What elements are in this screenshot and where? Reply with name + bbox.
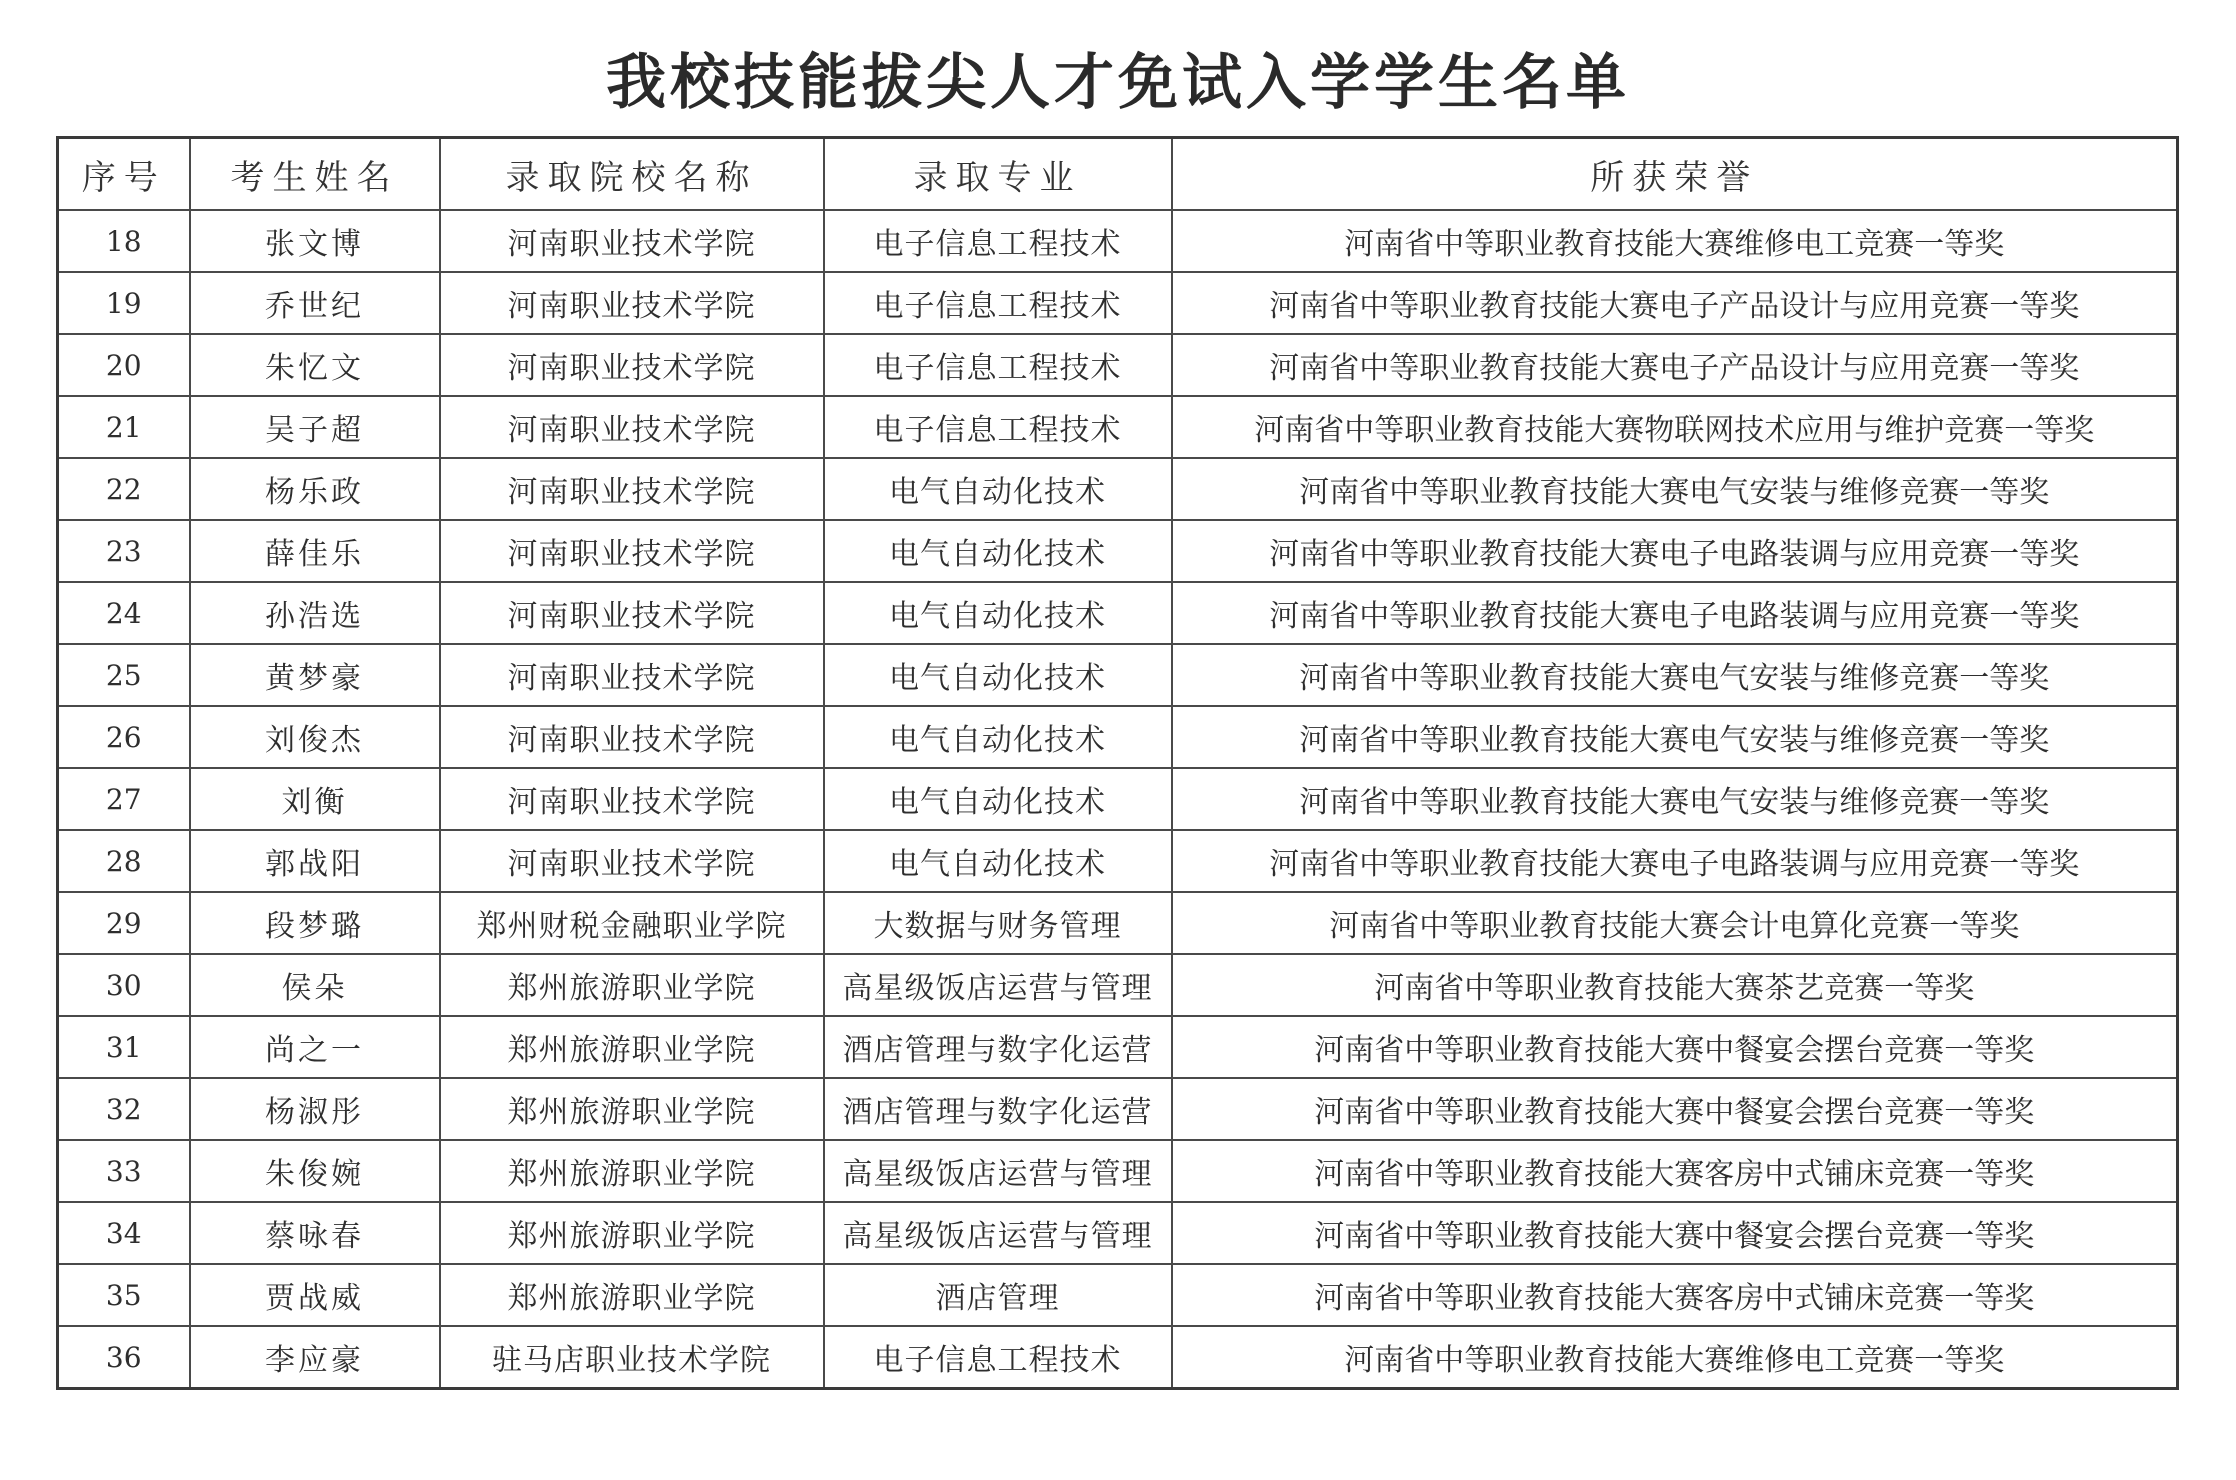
table-body: [58, 210, 2178, 1389]
honor-cell: 河南省中等职业教育技能大赛电气安装与维修竞赛一等奖: [1172, 706, 2178, 768]
seq-cell: 18: [58, 210, 190, 272]
seq-cell: 34: [58, 1202, 190, 1264]
honor-cell: 河南省中等职业教育技能大赛电气安装与维修竞赛一等奖: [1172, 644, 2178, 706]
major-cell: 电气自动化技术: [824, 520, 1172, 582]
seq-cell: 33: [58, 1140, 190, 1202]
student-name-cell: 吴子超: [190, 396, 440, 458]
school-cell: 郑州旅游职业学院: [440, 1202, 824, 1264]
table-row: [58, 582, 2178, 644]
school-cell: 河南职业技术学院: [440, 396, 824, 458]
major-cell: 高星级饭店运营与管理: [824, 1202, 1172, 1264]
student-name-cell: 黄梦豪: [190, 644, 440, 706]
school-cell: 驻马店职业技术学院: [440, 1326, 824, 1389]
seq-cell: 25: [58, 644, 190, 706]
school-cell: 郑州旅游职业学院: [440, 1264, 824, 1326]
seq-cell: 32: [58, 1078, 190, 1140]
honor-cell: 河南省中等职业教育技能大赛电气安装与维修竞赛一等奖: [1172, 458, 2178, 520]
major-cell: 酒店管理与数字化运营: [824, 1078, 1172, 1140]
table-row: [58, 210, 2178, 272]
major-cell: 电气自动化技术: [824, 768, 1172, 830]
table-row: [58, 1016, 2178, 1078]
document-title: 我校技能拔尖人才免试入学学生名单: [606, 48, 1630, 118]
major-cell: 电子信息工程技术: [824, 1326, 1172, 1389]
student-name-cell: 蔡咏春: [190, 1202, 440, 1264]
table-row: [58, 1078, 2178, 1140]
school-cell: 河南职业技术学院: [440, 644, 824, 706]
student-name-cell: 郭战阳: [190, 830, 440, 892]
major-cell: 电气自动化技术: [824, 458, 1172, 520]
seq-cell: 36: [58, 1326, 190, 1389]
school-cell: 河南职业技术学院: [440, 706, 824, 768]
table-header-row: [58, 138, 2178, 211]
seq-cell: 35: [58, 1264, 190, 1326]
student-name-cell: 薛佳乐: [190, 520, 440, 582]
honor-cell: 河南省中等职业教育技能大赛维修电工竞赛一等奖: [1172, 1326, 2178, 1389]
seq-cell: 21: [58, 396, 190, 458]
table-row: [58, 830, 2178, 892]
honor-cell: 河南省中等职业教育技能大赛电子产品设计与应用竞赛一等奖: [1172, 334, 2178, 396]
honor-cell: 河南省中等职业教育技能大赛会计电算化竞赛一等奖: [1172, 892, 2178, 954]
major-cell: 电子信息工程技术: [824, 334, 1172, 396]
seq-cell: 24: [58, 582, 190, 644]
header-seq: 序号: [58, 138, 190, 211]
table-row: [58, 520, 2178, 582]
honor-cell: 河南省中等职业教育技能大赛物联网技术应用与维护竞赛一等奖: [1172, 396, 2178, 458]
honor-cell: 河南省中等职业教育技能大赛电子电路装调与应用竞赛一等奖: [1172, 582, 2178, 644]
major-cell: 电子信息工程技术: [824, 210, 1172, 272]
table-row: [58, 768, 2178, 830]
header-honor: 所获荣誉: [1172, 138, 2178, 211]
student-name-cell: 贾战威: [190, 1264, 440, 1326]
seq-cell: 27: [58, 768, 190, 830]
honor-cell: 河南省中等职业教育技能大赛维修电工竞赛一等奖: [1172, 210, 2178, 272]
honor-cell: 河南省中等职业教育技能大赛中餐宴会摆台竞赛一等奖: [1172, 1202, 2178, 1264]
school-cell: 郑州旅游职业学院: [440, 954, 824, 1016]
seq-cell: 20: [58, 334, 190, 396]
header-student-name: 考生姓名: [190, 138, 440, 211]
school-cell: 河南职业技术学院: [440, 768, 824, 830]
student-name-cell: 张文博: [190, 210, 440, 272]
student-name-cell: 朱俊婉: [190, 1140, 440, 1202]
table-row: [58, 644, 2178, 706]
seq-cell: 28: [58, 830, 190, 892]
major-cell: 电气自动化技术: [824, 644, 1172, 706]
table-row: [58, 1326, 2178, 1389]
major-cell: 电子信息工程技术: [824, 396, 1172, 458]
honor-cell: 河南省中等职业教育技能大赛电子电路装调与应用竞赛一等奖: [1172, 830, 2178, 892]
seq-cell: 19: [58, 272, 190, 334]
school-cell: 河南职业技术学院: [440, 458, 824, 520]
honor-cell: 河南省中等职业教育技能大赛客房中式铺床竞赛一等奖: [1172, 1264, 2178, 1326]
honor-cell: 河南省中等职业教育技能大赛电气安装与维修竞赛一等奖: [1172, 768, 2178, 830]
honor-cell: 河南省中等职业教育技能大赛电子电路装调与应用竞赛一等奖: [1172, 520, 2178, 582]
seq-cell: 29: [58, 892, 190, 954]
table-row: [58, 334, 2178, 396]
major-cell: 大数据与财务管理: [824, 892, 1172, 954]
major-cell: 电气自动化技术: [824, 830, 1172, 892]
table-row: [58, 396, 2178, 458]
school-cell: 郑州旅游职业学院: [440, 1016, 824, 1078]
student-name-cell: 段梦璐: [190, 892, 440, 954]
student-name-cell: 杨淑彤: [190, 1078, 440, 1140]
school-cell: 河南职业技术学院: [440, 334, 824, 396]
honor-cell: 河南省中等职业教育技能大赛茶艺竞赛一等奖: [1172, 954, 2178, 1016]
major-cell: 电气自动化技术: [824, 706, 1172, 768]
student-name-cell: 乔世纪: [190, 272, 440, 334]
major-cell: 酒店管理: [824, 1264, 1172, 1326]
table-row: [58, 1264, 2178, 1326]
table-row: [58, 892, 2178, 954]
school-cell: 河南职业技术学院: [440, 210, 824, 272]
table-row: [58, 1140, 2178, 1202]
honor-cell: 河南省中等职业教育技能大赛中餐宴会摆台竞赛一等奖: [1172, 1016, 2178, 1078]
honor-cell: 河南省中等职业教育技能大赛中餐宴会摆台竞赛一等奖: [1172, 1078, 2178, 1140]
major-cell: 高星级饭店运营与管理: [824, 954, 1172, 1016]
seq-cell: 26: [58, 706, 190, 768]
table-row: [58, 706, 2178, 768]
table-row: [58, 954, 2178, 1016]
school-cell: 郑州财税金融职业学院: [440, 892, 824, 954]
student-name-cell: 刘俊杰: [190, 706, 440, 768]
student-name-cell: 尚之一: [190, 1016, 440, 1078]
student-name-cell: 侯朵: [190, 954, 440, 1016]
school-cell: 河南职业技术学院: [440, 830, 824, 892]
table-row: [58, 458, 2178, 520]
student-name-cell: 李应豪: [190, 1326, 440, 1389]
header-major: 录取专业: [824, 138, 1172, 211]
student-name-cell: 刘衡: [190, 768, 440, 830]
seq-cell: 31: [58, 1016, 190, 1078]
seq-cell: 22: [58, 458, 190, 520]
major-cell: 酒店管理与数字化运营: [824, 1016, 1172, 1078]
school-cell: 河南职业技术学院: [440, 520, 824, 582]
honor-cell: 河南省中等职业教育技能大赛客房中式铺床竞赛一等奖: [1172, 1140, 2178, 1202]
student-name-cell: 杨乐政: [190, 458, 440, 520]
seq-cell: 23: [58, 520, 190, 582]
student-roster-table: [56, 136, 2179, 1390]
major-cell: 电气自动化技术: [824, 582, 1172, 644]
header-school: 录取院校名称: [440, 138, 824, 211]
school-cell: 郑州旅游职业学院: [440, 1140, 824, 1202]
school-cell: 郑州旅游职业学院: [440, 1078, 824, 1140]
table-row: [58, 1202, 2178, 1264]
table-row: [58, 272, 2178, 334]
major-cell: 电子信息工程技术: [824, 272, 1172, 334]
major-cell: 高星级饭店运营与管理: [824, 1140, 1172, 1202]
honor-cell: 河南省中等职业教育技能大赛电子产品设计与应用竞赛一等奖: [1172, 272, 2178, 334]
school-cell: 河南职业技术学院: [440, 272, 824, 334]
student-name-cell: 孙浩选: [190, 582, 440, 644]
school-cell: 河南职业技术学院: [440, 582, 824, 644]
student-name-cell: 朱忆文: [190, 334, 440, 396]
seq-cell: 30: [58, 954, 190, 1016]
